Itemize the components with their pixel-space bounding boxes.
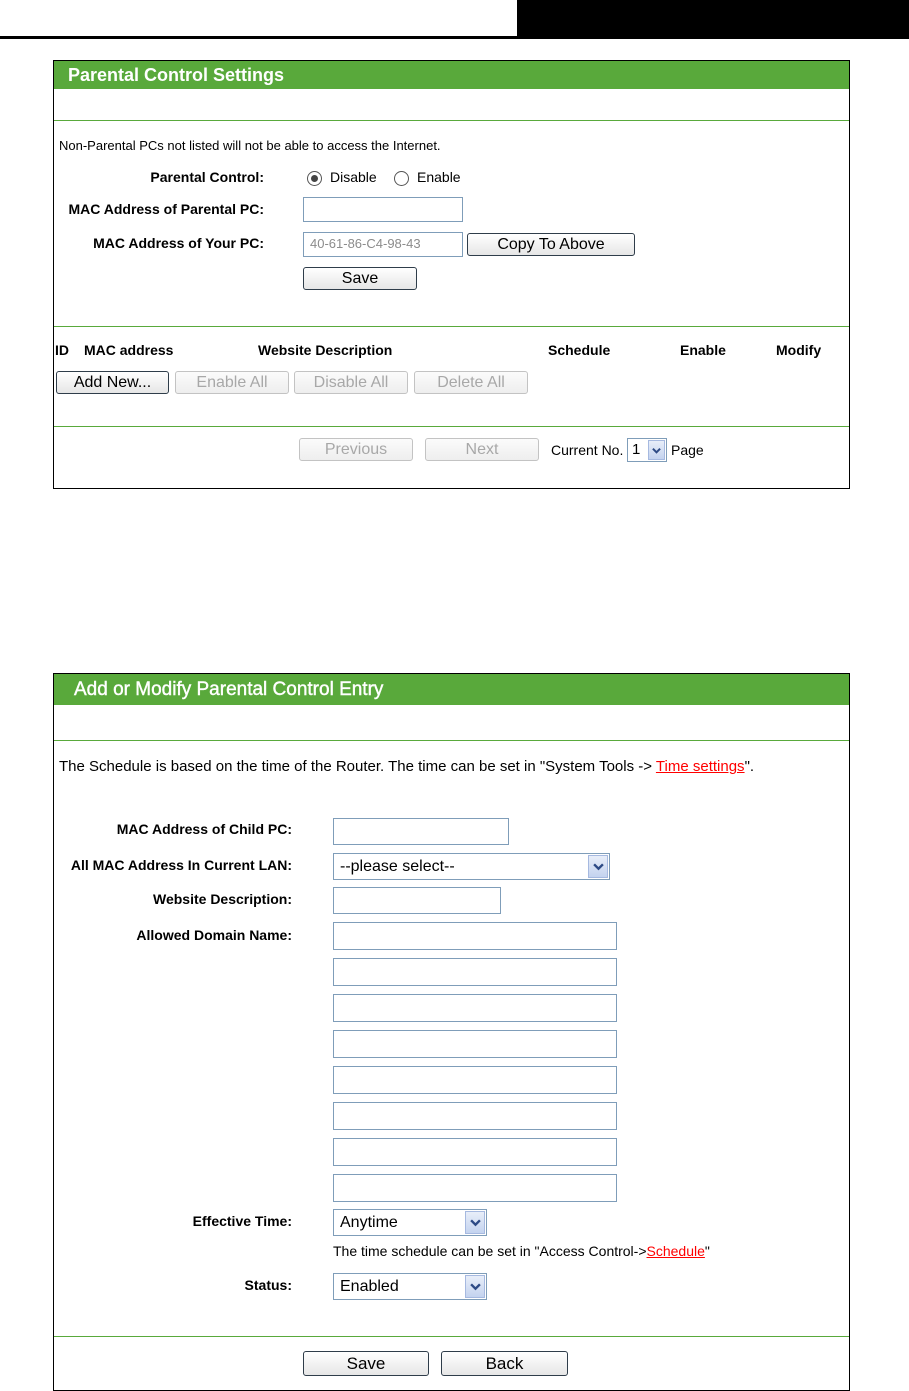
col-website-header: Website Description xyxy=(258,342,393,358)
page-select[interactable] xyxy=(627,438,667,462)
separator xyxy=(54,120,849,121)
page-label: Page xyxy=(671,442,704,458)
time-schedule-note xyxy=(333,1243,710,1259)
parental-control-label: Parental Control: xyxy=(150,169,264,185)
schedule-link[interactable]: Schedule xyxy=(646,1243,705,1259)
effective-time-label: Effective Time: xyxy=(192,1213,292,1229)
your-mac-input[interactable]: 40-61-86-C4-98-43 xyxy=(303,232,463,257)
page-select-value: 1 xyxy=(632,441,641,458)
child-mac-input[interactable] xyxy=(333,818,509,845)
col-modify-header: Modify xyxy=(776,342,822,358)
status-select[interactable] xyxy=(333,1273,487,1300)
effective-time-value: Anytime xyxy=(340,1214,398,1231)
copy-to-above-button[interactable]: Copy To Above xyxy=(467,233,635,256)
disable-label: Disable xyxy=(330,169,377,185)
enable-label: Enable xyxy=(417,169,461,185)
all-mac-label: All MAC Address In Current LAN: xyxy=(70,857,292,873)
delete-all-button[interactable]: Delete All xyxy=(414,371,528,394)
schedule-note-text: The Schedule is based on the time of the Router. The time can be set in "System Tools -> xyxy=(59,758,656,775)
disable-all-button[interactable]: Disable All xyxy=(294,371,408,394)
website-description-label: Website Description: xyxy=(153,891,292,907)
col-schedule-header: Schedule xyxy=(548,342,611,358)
next-button[interactable]: Next xyxy=(425,438,539,461)
all-mac-select-value: --please select-- xyxy=(340,858,455,875)
your-mac-label: MAC Address of Your PC: xyxy=(93,235,264,251)
domain-input-1[interactable] xyxy=(333,922,617,950)
domain-input-6[interactable] xyxy=(333,1102,617,1130)
chevron-down-icon xyxy=(588,855,608,878)
domain-input-7[interactable] xyxy=(333,1138,617,1166)
back-button[interactable]: Back xyxy=(441,1351,568,1376)
time-schedule-note-text: The time schedule can be set in "Access Control-> xyxy=(333,1243,647,1259)
chevron-down-icon xyxy=(648,440,665,460)
domain-input-3[interactable] xyxy=(333,994,617,1022)
panel-title: Parental Control Settings xyxy=(54,61,849,89)
time-schedule-note-end: " xyxy=(704,1243,710,1259)
separator xyxy=(54,740,849,741)
parental-mac-label: MAC Address of Parental PC: xyxy=(68,201,264,217)
enable-radio[interactable] xyxy=(394,171,409,186)
panel-title: Add or Modify Parental Control Entry xyxy=(54,674,849,705)
col-id-header: ID xyxy=(55,342,69,358)
separator xyxy=(54,326,849,327)
time-settings-link[interactable]: Time settings xyxy=(655,758,745,775)
child-mac-label: MAC Address of Child PC: xyxy=(116,821,292,837)
save-entry-button[interactable]: Save xyxy=(303,1351,429,1376)
effective-time-select[interactable] xyxy=(333,1209,487,1236)
current-no-label: Current No. xyxy=(551,442,624,458)
chevron-down-icon xyxy=(465,1275,485,1298)
domain-input-5[interactable] xyxy=(333,1066,617,1094)
radio-selected-dot xyxy=(311,175,318,182)
domain-input-4[interactable] xyxy=(333,1030,617,1058)
separator xyxy=(54,426,849,427)
disable-radio[interactable] xyxy=(307,171,322,186)
allowed-domain-label: Allowed Domain Name: xyxy=(136,927,292,943)
chevron-down-icon xyxy=(465,1211,485,1234)
status-label: Status: xyxy=(244,1277,292,1293)
parental-mac-input[interactable] xyxy=(303,197,463,222)
add-modify-entry-panel xyxy=(53,673,850,1391)
domain-input-8[interactable] xyxy=(333,1174,617,1202)
previous-button[interactable]: Previous xyxy=(299,438,413,461)
save-button[interactable]: Save xyxy=(303,267,417,290)
schedule-note xyxy=(59,758,754,775)
parental-control-settings-panel xyxy=(53,60,850,489)
add-new-button[interactable]: Add New... xyxy=(56,371,169,394)
col-enable-header: Enable xyxy=(680,342,726,358)
domain-input-2[interactable] xyxy=(333,958,617,986)
status-value: Enabled xyxy=(340,1278,399,1295)
separator xyxy=(54,1336,849,1337)
website-description-input[interactable] xyxy=(333,887,501,914)
access-note: Non-Parental PCs not listed will not be able to access the Internet. xyxy=(59,138,441,153)
col-mac-header: MAC address xyxy=(84,342,174,358)
all-mac-select[interactable] xyxy=(333,853,610,880)
page-header-block xyxy=(517,0,909,38)
enable-all-button[interactable]: Enable All xyxy=(175,371,289,394)
schedule-note-end: ". xyxy=(744,758,755,775)
